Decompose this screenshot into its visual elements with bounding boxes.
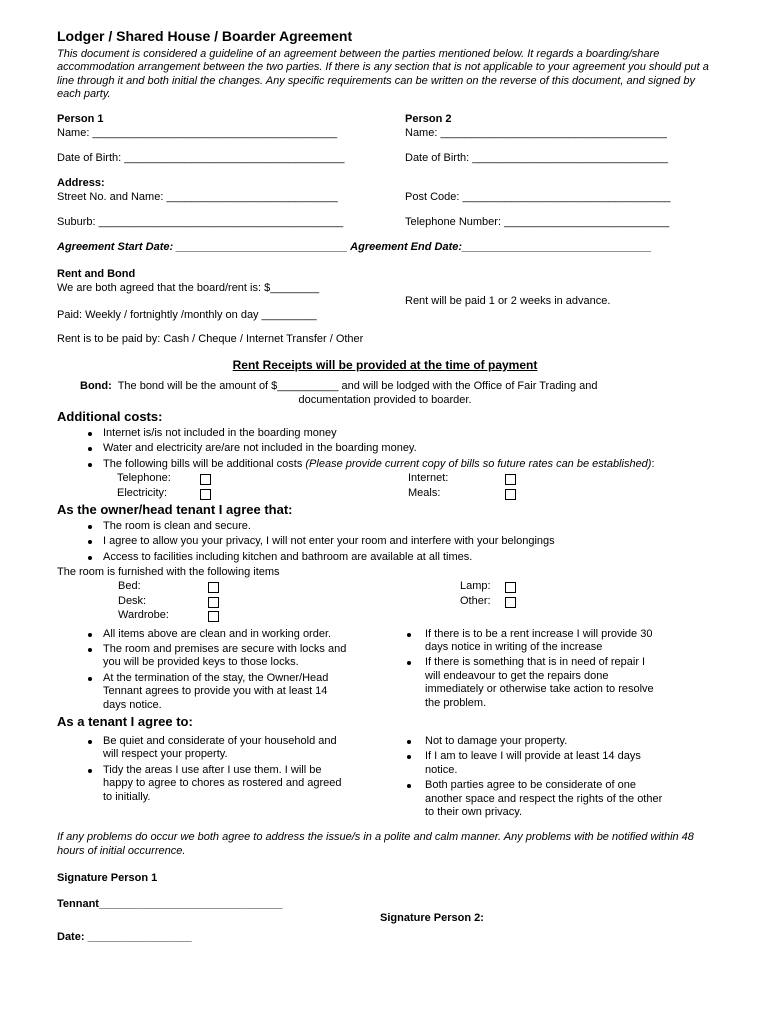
- bullet-icon: [88, 633, 92, 637]
- suburb-label: Suburb:: [57, 215, 96, 228]
- person1-name-label: Name:: [57, 127, 90, 140]
- bond-label: Bond:: [80, 380, 112, 393]
- bullet-text: Access to facilities including kitchen and bathroom are available at all times.: [103, 550, 473, 563]
- suburb-blank: ________________________________________: [98, 215, 344, 228]
- street-label: Street No. and Name:: [57, 191, 164, 204]
- start-date-label: Agreement Start Date:: [57, 241, 174, 254]
- bullet-item: [57, 672, 349, 712]
- agreement-dates-line: [57, 241, 713, 254]
- bullet-icon: [88, 463, 92, 467]
- other-checkbox: [505, 597, 516, 608]
- bullet-item: [405, 779, 663, 819]
- tenant-left-column: [57, 733, 349, 819]
- lamp-checkbox: [505, 582, 516, 593]
- address-heading: Address:: [57, 176, 105, 189]
- problems-paragraph: If any problems do occur we both agree to address the issue/s in a polite and calm manner. Any problems with be notified within 48 hours of initial occurrence.: [57, 831, 694, 857]
- street-blank: ____________________________: [166, 191, 338, 204]
- desk-label: Desk:: [118, 594, 147, 607]
- meals-label: Meals:: [408, 486, 441, 499]
- wardrobe-checkbox: [208, 611, 219, 622]
- document-title: Lodger / Shared House / Boarder Agreement: [57, 28, 353, 44]
- owner-left-column: [57, 626, 349, 712]
- lamp-label: Lamp:: [460, 580, 491, 593]
- date-signature-line: [57, 931, 713, 944]
- postcode-label: Post Code:: [405, 191, 460, 204]
- bullet-text: The room is clean and secure.: [103, 519, 251, 532]
- bullet-text: Water and electricity are/are not included in the boarding money.: [103, 442, 417, 455]
- furnished-row-2: [118, 595, 713, 608]
- bills-text-tail: :: [651, 457, 655, 470]
- bullet-icon: [88, 769, 92, 773]
- bullet-icon: [88, 432, 92, 436]
- owner-bullets: [57, 520, 657, 564]
- bullet-text: Be quiet and considerate of your household and will respect your property.: [103, 734, 337, 761]
- bullet-text: Tidy the areas I use after I use them. I will be happy to agree to chores as rostered and agreed to initially.: [103, 763, 342, 803]
- bullet-text: The room and premises are secure with locks and you will be provided keys to those locks.: [103, 643, 347, 669]
- signature-person2-heading: Signature Person 2:: [380, 911, 484, 924]
- internet-checkbox: [505, 474, 516, 485]
- bullet-text: If there is something that is in need of repair I will endeavour to get the repairs done immediately or otherwise take action to resolve the problem.: [425, 656, 654, 709]
- bullet-text: Not to damage your property.: [425, 734, 568, 747]
- bullet-text: Internet is/is not included in the boarding money: [103, 426, 337, 439]
- bullet-item: [405, 735, 663, 748]
- bullet-icon: [407, 661, 411, 665]
- additional-costs-heading: Additional costs:: [57, 409, 163, 425]
- bullet-text: If I am to leave I will provide at least 14 days notice.: [425, 750, 641, 776]
- electricity-label: Electricity:: [117, 486, 168, 499]
- person2-dob-label: Date of Birth:: [405, 151, 470, 164]
- bullet-item: [57, 735, 349, 762]
- tennant-signature-line: [57, 898, 713, 911]
- person2-dob-blank: ________________________________: [472, 151, 669, 164]
- bullet-icon: [88, 648, 92, 652]
- bullet-icon: [407, 755, 411, 759]
- advance-line: Rent will be paid 1 or 2 weeks in advance.: [405, 295, 611, 308]
- bullet-item: [57, 764, 349, 804]
- bullet-item: [405, 750, 663, 777]
- electricity-checkbox: [200, 489, 211, 500]
- postcode-line: [405, 191, 713, 204]
- bullet-text: I agree to allow you your privacy, I will not enter your room and interfere with your belongings: [103, 535, 555, 548]
- postcode-blank: __________________________________: [462, 191, 671, 204]
- bullet-text: If there is to be a rent increase I will provide 30 days notice in writing of the increase: [425, 627, 653, 654]
- wardrobe-label: Wardrobe:: [118, 609, 169, 622]
- furnished-line: The room is furnished with the following items: [57, 565, 280, 578]
- meals-checkbox: [505, 489, 516, 500]
- bullet-item: [405, 628, 663, 655]
- person1-heading: Person 1: [57, 112, 104, 125]
- bullet-text: [103, 458, 655, 470]
- date-label: Date:: [57, 931, 85, 944]
- desk-checkbox: [208, 597, 219, 608]
- suburb-line: [57, 216, 405, 229]
- owner-right-column: [405, 626, 663, 712]
- bullet-icon: [88, 740, 92, 744]
- bullet-icon: [88, 677, 92, 681]
- person1-dob-blank: ____________________________________: [124, 151, 345, 164]
- person1-name-line: [57, 127, 405, 140]
- bullet-icon: [407, 784, 411, 788]
- bills-text-normal: The following bills will be additional costs: [103, 457, 306, 470]
- phone-label: Telephone Number:: [405, 215, 502, 228]
- start-date-blank: ____________________________: [176, 241, 348, 254]
- person2-heading: Person 2: [405, 112, 452, 125]
- bullet-text: All items above are clean and in working order.: [103, 627, 332, 640]
- intro-paragraph: This document is considered a guideline of an agreement between the parties mentioned below. It regards a boarding/share accommodation arrangement between the two parties. If there is any section that is not applicable to your agreement you should put a line through it and both initial the changes. Any specific requirements can be written on the reverse of this document, and signed by each party.: [57, 48, 709, 101]
- person2-name-blank: _____________________________________: [440, 127, 667, 140]
- bed-checkbox: [208, 582, 219, 593]
- person2-dob-line: [405, 152, 713, 165]
- other-label: Other:: [460, 594, 491, 607]
- bond-line: [57, 380, 713, 393]
- bed-label: Bed:: [118, 580, 141, 593]
- furnished-row-1: [118, 580, 713, 593]
- telephone-label: Telephone:: [117, 472, 171, 485]
- person2-name-line: [405, 127, 713, 140]
- bills-checkbox-row-2: [117, 487, 713, 500]
- bullet-item: [57, 535, 657, 548]
- rent-bond-heading: Rent and Bond: [57, 267, 136, 280]
- bullet-icon: [88, 525, 92, 529]
- bullet-item: [405, 656, 663, 710]
- bullet-icon: [88, 540, 92, 544]
- bond-line-2: documentation provided to boarder.: [298, 393, 472, 406]
- signature-person1-heading: Signature Person 1: [57, 872, 158, 885]
- phone-blank: ___________________________: [504, 215, 670, 228]
- bullet-icon: [407, 633, 411, 637]
- bullet-item: [57, 643, 349, 670]
- additional-costs-list: [57, 427, 657, 471]
- bills-checkbox-row-1: [117, 472, 713, 485]
- bullet-item: [57, 628, 349, 641]
- bond-text: The bond will be the amount of $__________ and will be lodged with the Office of Fair Trading and: [117, 380, 598, 393]
- paid-frequency-line: Paid: Weekly / fortnightly /monthly on day _________: [57, 308, 317, 321]
- rent-amount-line: We are both agreed that the board/rent is: $________: [57, 281, 320, 294]
- tennant-label: Tennant: [57, 897, 99, 910]
- bullet-text: At the termination of the stay, the Owner/Head Tennant agrees to provide you with at least 14 days notice.: [103, 671, 329, 711]
- bullet-icon: [407, 740, 411, 744]
- bullet-item: [57, 442, 657, 455]
- telephone-checkbox: [200, 474, 211, 485]
- end-date-label: Agreement End Date:: [350, 241, 463, 254]
- tenant-section-heading: As a tenant I agree to:: [57, 714, 193, 730]
- person1-dob-label: Date of Birth:: [57, 151, 122, 164]
- owner-two-column-bullets: [57, 626, 713, 712]
- bullet-icon: [88, 556, 92, 560]
- internet-label: Internet:: [408, 472, 449, 485]
- paid-by-line: Rent is to be paid by: Cash / Cheque / Internet Transfer / Other: [57, 333, 364, 346]
- bullet-item-bills: [57, 458, 657, 471]
- bills-text-italic: (Please provide current copy of bills so future rates can be established): [305, 457, 652, 470]
- rent-receipts-heading: Rent Receipts will be provided at the time of payment: [232, 357, 538, 372]
- bullet-text: Both parties agree to be considerate of one another space and respect the rights of the other to their own privacy.: [425, 779, 663, 818]
- phone-line: [405, 216, 713, 229]
- person1-dob-line: [57, 152, 405, 165]
- furnished-row-3: [118, 609, 713, 622]
- tenant-right-column: [405, 733, 663, 819]
- bullet-item: [57, 551, 657, 564]
- person2-name-label: Name:: [405, 127, 438, 140]
- bullet-item: [57, 520, 657, 533]
- tennant-blank: ______________________________: [98, 897, 283, 910]
- bullet-icon: [88, 447, 92, 451]
- end-date-blank: _______________________________: [462, 241, 652, 254]
- street-line: [57, 191, 405, 204]
- date-blank: _________________: [87, 931, 192, 944]
- tenant-two-column-bullets: [57, 733, 713, 819]
- bullet-item: [57, 427, 657, 440]
- owner-section-heading: As the owner/head tenant I agree that:: [57, 501, 293, 517]
- person1-name-blank: ________________________________________: [92, 127, 338, 140]
